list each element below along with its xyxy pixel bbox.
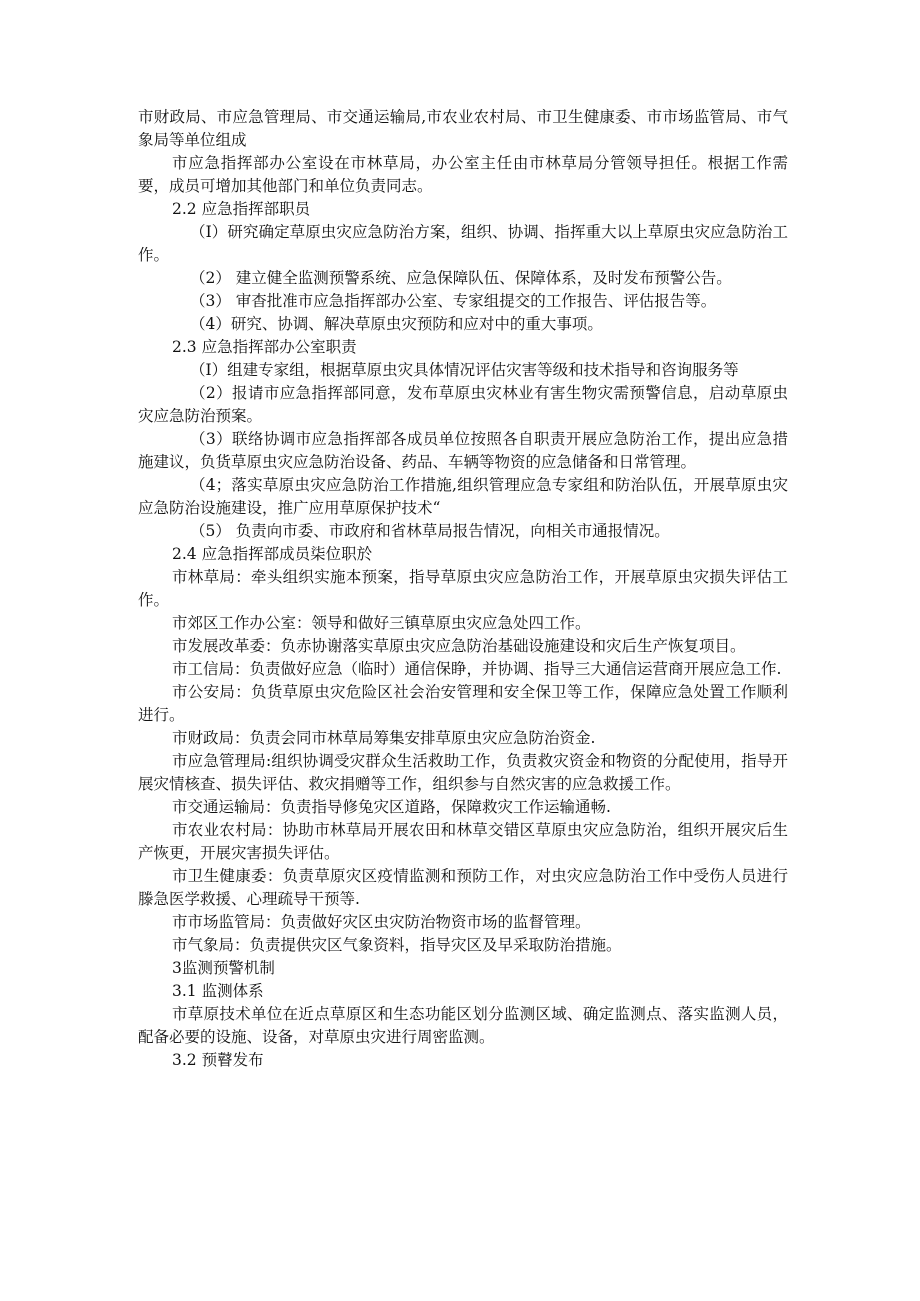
paragraph: 市交通运输局：负责指导修兔灾区道路，保障救灾工作运输通畅. xyxy=(172,798,611,816)
paragraph: （3） 审杳批准市应急指挥部办公室、专家组提交的工作报告、评估报告等。 xyxy=(190,292,717,310)
paragraph: 市公安局：负货草原虫灾危险区社会治安管理和安全保卫等工作，保障应急处置工作顺利进行。 xyxy=(138,683,788,724)
paragraph: （4；落实草原虫灾应急防治工作措施,组织管理应急专家组和防治队伍，开展草原虫灾应急防治设施建设，推广应用草原保护技术“ xyxy=(138,476,788,517)
paragraph: （2）报请市应急指挥部同意，发布草原虫灾林业有害生物灾需预警信息，启动草原虫灾应急防治预案。 xyxy=(138,384,788,425)
paragraph: 市林草局：牵头组织实施本预案，指导草原虫灾应急防治工作，开展草原虫灾损失评估工作。 xyxy=(138,568,788,609)
paragraph: 2.4 应急指挥部成员柒位职於 xyxy=(172,545,373,563)
paragraph: 2.2 应急指挥部职员 xyxy=(172,200,311,218)
paragraph: 3.1 监测体系 xyxy=(172,982,264,1000)
paragraph: 市气象局：负责提供灾区气象资料，指导灾区及早采取防治措施。 xyxy=(172,936,622,954)
paragraph: （3）联络协调市应急指挥部各成员单位按照各自职责开展应急防治工作，提出应急措施建议，负货草原虫灾应急防治设备、药品、车辆等物资的应急储备和日常管理。 xyxy=(138,430,788,471)
paragraph: （I）组建专家组，根据草原虫灾具体情况评估灾害等级和技术指导和咨询服务等 xyxy=(190,361,739,379)
paragraph: 市郊区工作办公室：领导和做好三镇草原虫灾应急处四工作。 xyxy=(172,614,591,632)
paragraph: （5） 负责向市委、市政府和省林草局报告情况，向相关市通报情况。 xyxy=(190,522,670,540)
paragraph: （4）研究、协调、解决草原虫灾预防和应对中的重大事项。 xyxy=(190,315,603,333)
document-body xyxy=(138,106,788,1072)
paragraph: 2.3 应急指挥部办公室职责 xyxy=(172,338,357,356)
paragraph: 市市场监管局：负责做好灾区虫灾防治物资市场的监督管理。 xyxy=(172,913,591,931)
paragraph: 市草原技术单位在近点草原区和生态功能区划分监测区域、确定监测点、落实监测人员，配备必要的设施、设备，对草原虫灾进行周密监测。 xyxy=(138,1005,788,1046)
paragraph: 市卫生健康委：负责草原灾区疫情监测和预防工作，对虫灾应急防治工作中受伤人员进行滕急医学救援、心理疏导干预等. xyxy=(138,867,788,908)
paragraph: 3.2 预瞽发布 xyxy=(172,1051,264,1069)
paragraph: 市发展改革委：负赤协谢落实草原虫灾应急防治基础设施建设和灾后生产恢复项目。 xyxy=(172,637,746,655)
paragraph: 市应急管理局:组织协调受灾群众生活救助工作，负责救灾资金和物资的分配使用，指导开展灾情核查、损失评估、救灾捐赠等工作，组织参与自然灾害的应急救援工作。 xyxy=(138,752,788,793)
paragraph: 市财政局：负责会同市林草局筹集安排草原虫灾应急防治资金. xyxy=(172,729,596,747)
paragraph: （2） 建立健全监测预警系统、应急保障队伍、保障体系，及时发布预警公告。 xyxy=(190,269,732,287)
paragraph: 市农业农村局：协助市林草局开展农田和林草交错区草原虫灾应急防治，组织开展灾后生产恢更，开展灾害损失评估。 xyxy=(138,821,788,862)
paragraph: 市应急指挥部办公室设在市林草局，办公室主任由市林草局分管领导担任。根据工作需要，成员可增加其他部门和单位负责同志。 xyxy=(138,154,788,195)
paragraph: （I）研究确定草原虫灾应急防治方案，组织、协调、指挥重大以上草原虫灾应急防治工作。 xyxy=(138,223,788,264)
paragraph: 市财政局、市应急管理局、市交通运输局,市农业农村局、市卫生健康委、市市场监管局、市气象局等单位组成 xyxy=(138,108,788,149)
paragraph: 市工信局：负责做好应急（临时）通信保睁，并协调、指导三大通信运营商开展应急工作. xyxy=(172,660,782,678)
paragraph: 3监测预警机制 xyxy=(172,959,275,977)
